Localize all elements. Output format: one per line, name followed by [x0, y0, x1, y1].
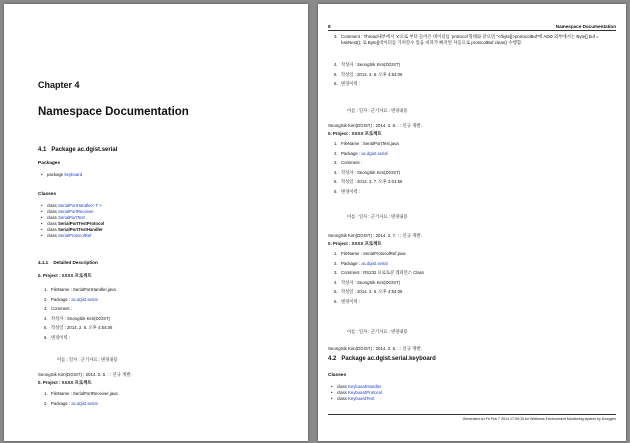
change-entry: SeongSik Kim(DGIST) : 2014. 2. 7. : : 신규 개발.: [328, 233, 422, 238]
change-entry: SeongSik Kim(DGIST) : 2014. 2. 6. : : 신규 개발.: [328, 123, 422, 128]
list-item: [328, 396, 382, 402]
item-text: Comment : RS232 프로토콜 레퍼런스 Class: [341, 270, 424, 275]
list-item: [328, 139, 402, 149]
comment-number: 3.: [334, 34, 338, 39]
item-text: FileName : SerialPortReceiver.java: [51, 391, 118, 396]
list-item: [328, 168, 402, 178]
file-info-list: [328, 249, 424, 306]
list-item: [38, 333, 116, 343]
class-name: SerialPortTestProtocol: [58, 221, 105, 226]
page-number: 8: [328, 24, 331, 29]
item-number: 3.: [334, 160, 338, 165]
list-item: [328, 268, 424, 278]
item-text: Package :: [51, 296, 72, 302]
detailed-heading: [38, 260, 98, 265]
list-item: [328, 149, 402, 159]
item-number: 6.: [334, 188, 338, 194]
class-link[interactable]: keyboard: [64, 172, 83, 177]
item-number: 4.: [334, 62, 338, 67]
project-line: 0. Project : XXXX 프로젝트: [328, 241, 382, 246]
packages-list: [38, 172, 82, 178]
left-page: [4, 4, 308, 441]
item-text: FileName : SerialPortHandler.java: [51, 287, 116, 292]
package-link[interactable]: ac.dgist.serial: [361, 260, 388, 266]
chapter-label: Chapter 4: [38, 80, 80, 90]
item-text: 작성자 : SeongSik Kim(DGIST): [341, 169, 401, 175]
comment-item: [334, 34, 609, 45]
list-item: [38, 323, 116, 333]
item-text: 작성일 : 2014. 2. 6. 오후 4:54:06: [341, 289, 403, 294]
item-number: 6.: [44, 334, 48, 340]
item-number: 4.: [334, 279, 338, 285]
history-header: 이름 : 일자 : 근거자료 : 변경내용: [347, 329, 408, 334]
class-name: SerialPortTestHandler: [58, 227, 103, 232]
item-prefix: class: [47, 203, 57, 208]
item-prefix: class: [47, 221, 57, 226]
class-link[interactable]: KeyboardHandler: [348, 384, 382, 389]
item-number: 2.: [334, 150, 338, 156]
header-title: Namespace Documentation: [555, 24, 616, 29]
item-text: 작성자 : SeongSik Kim(DGIST): [341, 279, 401, 285]
file-info-list: [38, 285, 116, 342]
item-text: FileName : SerialPortTest.java: [341, 141, 399, 146]
section-title: Package ac.dgist.serial: [51, 147, 118, 153]
section-heading: [38, 147, 117, 153]
item-text: 작성일 : 2014. 2. 7. 오후 2:01:56: [341, 179, 403, 184]
item-number: 4.: [44, 315, 48, 321]
item-text: Comment :: [341, 160, 363, 165]
item-number: 3.: [334, 270, 338, 275]
project-line: 0. Project : XXXX 프로젝트: [38, 380, 92, 385]
list-item: [38, 285, 116, 295]
page-footer: Generated on Fri Feb 7 2014 17:09:15 for Wellness Environment Monitoring system by Doxygen: [328, 414, 616, 421]
class-link[interactable]: SerialProtocolRef: [58, 233, 92, 238]
list-item: [38, 399, 118, 409]
item-number: 4.: [334, 169, 338, 175]
list-item: [38, 389, 118, 399]
classes-list: [38, 203, 104, 239]
project-line: 0. Project : XXXX 프로젝트: [38, 273, 92, 278]
item-text: Package :: [51, 400, 72, 406]
item-number: 1.: [44, 391, 48, 396]
list-item: [328, 287, 424, 297]
item-text: FileName : SerialProtocolRef.java: [341, 251, 406, 256]
list-item: [328, 259, 424, 269]
classes-list: [328, 384, 382, 402]
item-prefix: package: [47, 172, 64, 177]
item-number: 6.: [334, 298, 338, 304]
section-number: 4.2: [328, 356, 337, 362]
item-text: Comment :: [51, 306, 73, 311]
item-number: 2.: [44, 400, 48, 406]
file-info-list: [38, 389, 118, 408]
item-prefix: class: [47, 215, 57, 220]
package-link[interactable]: ac.dgist.serial: [71, 296, 98, 302]
list-item: [328, 60, 402, 70]
item-prefix: class: [337, 390, 347, 395]
package-link[interactable]: ac.dgist.serial: [71, 400, 98, 406]
item-number: 1.: [334, 141, 338, 146]
project-line: 0. Project : XXXX 프로젝트: [328, 131, 382, 136]
list-item: [328, 187, 402, 197]
section-title: Package ac.dgist.serial.keyboard: [341, 356, 436, 362]
list-item: [328, 278, 424, 288]
list-item: [328, 158, 402, 168]
item-number: 6.: [334, 81, 338, 86]
item-text: 변경이력 :: [341, 298, 360, 304]
item-prefix: class: [47, 209, 57, 214]
item-number: 5.: [334, 289, 338, 294]
list-item: [328, 79, 402, 89]
item-text: 변경이력 :: [51, 334, 70, 340]
item-number: 2.: [334, 260, 338, 266]
item-text: 작성자 : SeongSik Kim(DGIST): [341, 62, 401, 67]
item-number: 1.: [334, 251, 338, 256]
item-number: 3.: [44, 306, 48, 311]
class-link[interactable]: SerialPortTest: [58, 215, 85, 220]
item-number: 5.: [334, 179, 338, 184]
packages-heading: Packages: [38, 161, 61, 166]
list-item: [38, 314, 116, 324]
detailed-title: Detailed Description: [53, 260, 98, 265]
running-header: [328, 23, 616, 31]
item-text: 변경이력 :: [341, 188, 360, 194]
file-info-list: [328, 60, 402, 89]
right-page: [318, 4, 626, 441]
comment-text: Comment : Thread내부에서 'x'으로 부터 들어온 데이터를 'protocol'형태와 같으면 "</byte[]>protocolBuf'에 ADD 외부에서는 Byte[] buf = hasNext(); 로 Byte[]데이터를 가져갈수 있음 비파가 빠지면 자동으로 protocolBuf.clear() 수행함.: [341, 34, 599, 45]
file-info-list: [328, 139, 402, 196]
item-text: 작성자 : SeongSik Kim(DGIST): [51, 315, 111, 321]
item-number: 5.: [44, 325, 48, 330]
list-item: [38, 172, 82, 178]
item-prefix: class: [47, 227, 57, 232]
classes-heading: Classes: [38, 192, 57, 197]
item-number: 5.: [334, 71, 338, 77]
class-link[interactable]: KeyboardTest: [348, 396, 375, 401]
item-prefix: class: [337, 384, 347, 389]
item-text: 작성일 : 2014. 2. 6. 오후 4:54:06: [51, 325, 113, 330]
history-header: 이름 : 일자 : 근거자료 : 변경내용: [347, 108, 408, 113]
list-item: [38, 295, 116, 305]
item-prefix: class: [47, 233, 57, 238]
chapter-title: Namespace Documentation: [38, 106, 189, 118]
list-item: [328, 177, 402, 187]
item-text: Package :: [341, 150, 362, 156]
package-link[interactable]: ac.dgist.serial: [361, 150, 388, 156]
item-text: 작성일 : 2014. 2. 6. 오후 4:54:06: [341, 71, 403, 77]
class-link[interactable]: SerialPortReceiver: [58, 209, 94, 214]
history-header: 이름 : 일자 : 근거자료 : 변경내용: [57, 357, 118, 362]
item-prefix: class: [337, 396, 347, 401]
item-number: 2.: [44, 296, 48, 302]
section-number: 4.1: [38, 147, 47, 153]
change-entry: SeongSik Kim(DGIST) : 2014. 2. 6. : : 신규 개발.: [328, 346, 422, 351]
item-text: Package :: [341, 260, 362, 266]
detailed-number: 4.1.1: [38, 260, 49, 265]
history-header: 이름 : 일자 : 근거자료 : 변경내용: [347, 214, 408, 219]
class-link[interactable]: SerialPortHandler< T >: [58, 203, 102, 208]
change-entry: SeongSik Kim(DGIST) : 2014. 2. 6. : : 신규 개발.: [38, 372, 132, 377]
item-text: 변경이력 :: [341, 81, 360, 86]
list-item: [38, 304, 116, 314]
classes-heading: Classes: [328, 373, 347, 378]
section-heading: [328, 356, 436, 362]
list-item: [38, 233, 104, 239]
class-link[interactable]: KeyboardProtocol: [348, 390, 383, 395]
list-item: [328, 297, 424, 307]
list-item: [328, 249, 424, 259]
item-number: 1.: [44, 287, 48, 292]
list-item: [328, 70, 402, 80]
